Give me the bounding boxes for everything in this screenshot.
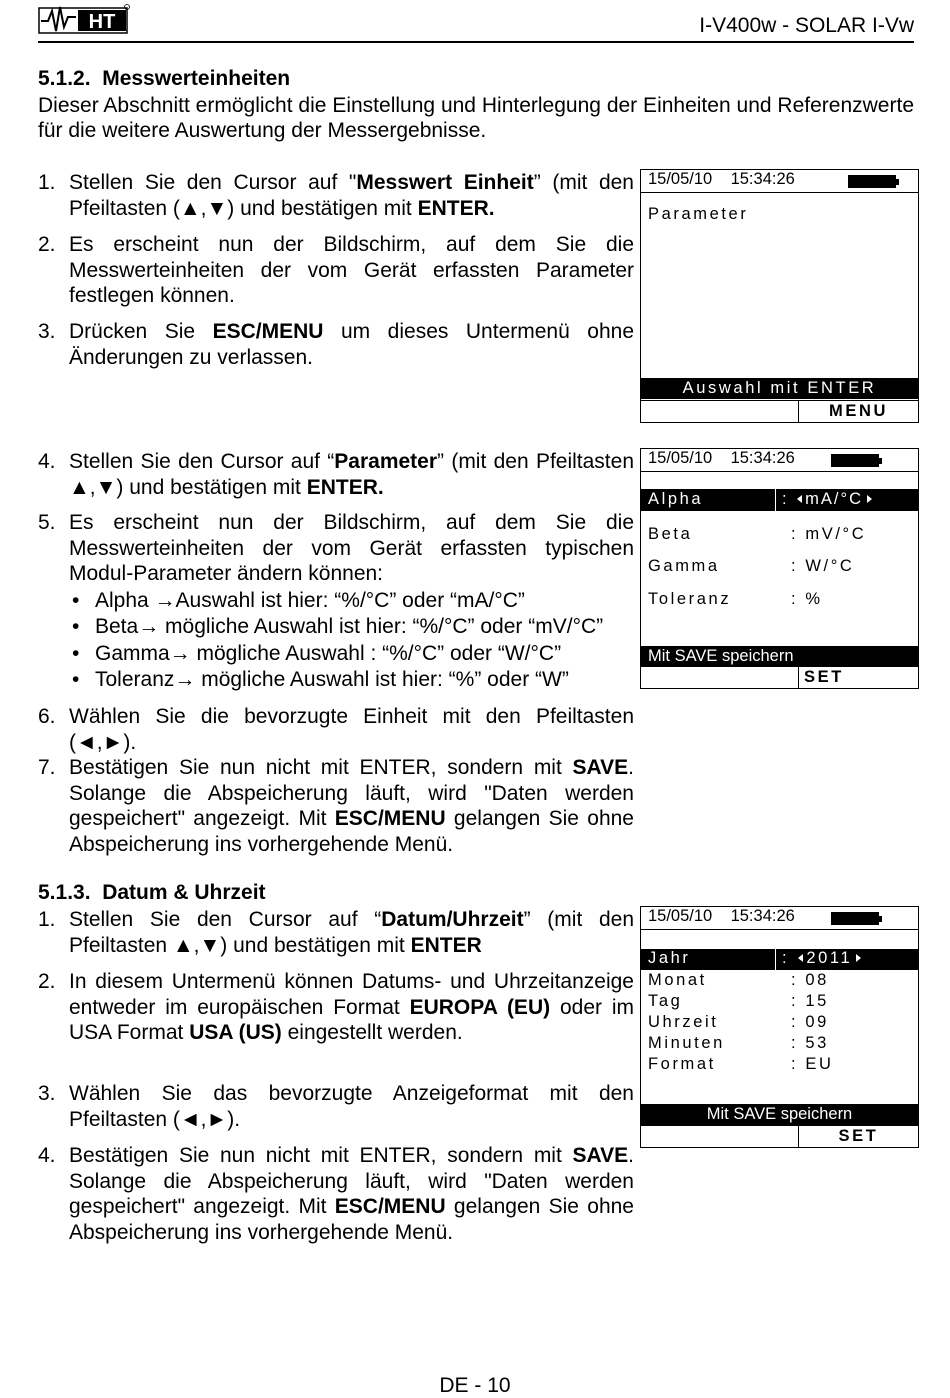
clock: 15/05/10 15:34:26 (648, 449, 795, 467)
step-6 (38, 704, 634, 755)
step-2 (38, 232, 634, 309)
unit-options-list (69, 588, 634, 694)
row-gamma[interactable]: Gamma : W/°C (648, 557, 855, 575)
set-softkey[interactable]: SET (798, 1126, 918, 1147)
header-divider (38, 41, 914, 43)
list-item: • Beta→ mögliche Auswahl ist hier: “%/°C” oder “mV/°C” (72, 615, 604, 638)
step-7 (38, 755, 634, 857)
step-text: Stellen Sie den Cursor auf “Datum/Uhrzeit” (mit den Pfeiltasten ▲,▼) und bestätigen mit ENTER (69, 908, 635, 957)
step-text: Bestätigen Sie nun nicht mit ENTER, sondern mit SAVE. Solange die Abspeicherung läuft, wird "Daten werden gespeichert" angezeigt. Mit ESC/MENU gelangen Sie ohne Abspeicherung ins vorhergehende Menü. (69, 756, 634, 856)
row-beta[interactable]: Beta : mV/°C (648, 525, 867, 543)
step-number: 1. (38, 171, 56, 194)
arrow-left-icon[interactable] (798, 954, 803, 962)
clock: 15/05/10 15:34:26 (648, 170, 795, 188)
step-text: Stellen Sie den Cursor auf “Parameter” (mit den Pfeiltasten ▲,▼) und bestätigen mit ENTER. (69, 450, 634, 499)
list-item: • Toleranz→ mögliche Auswahl ist hier: “%” oder “W” (72, 668, 569, 691)
section-title-5-1-3: 5.1.3. Datum & Uhrzeit (38, 881, 266, 904)
save-hint-bar: Mit SAVE speichern (641, 1104, 918, 1125)
arrow-left-icon[interactable] (797, 495, 802, 503)
step-text: Wählen Sie die bevorzugte Einheit mit den Pfeiltasten (◄,►). (69, 705, 634, 754)
section-title-5-1-2: 5.1.2. Messwerteinheiten (38, 67, 291, 90)
ht-logo (38, 3, 130, 35)
step-text: In diesem Untermenü können Datums- und Uhrzeitanzeige entweder im europäischen Format EUROPA (EU) oder im USA Format USA (US) eingestellt werden. (69, 970, 635, 1044)
device-screen-date-time (640, 906, 919, 1148)
page-number: DE - 10 (439, 1374, 511, 1397)
step-3 (38, 319, 634, 370)
step-number: 3. (38, 320, 56, 343)
date-step-4 (38, 1143, 634, 1245)
row-minutes[interactable]: Minuten : 53 (648, 1034, 829, 1052)
step-number: 1. (38, 908, 56, 931)
list-item: • Gamma→ mögliche Auswahl : “%/°C” oder “W/°C” (72, 641, 562, 665)
menu-item-parameter[interactable]: Parameter (648, 205, 749, 223)
date-step-2 (38, 969, 634, 1046)
select-hint-bar: Auswahl mit ENTER (641, 378, 918, 399)
step-number: 4. (38, 1144, 56, 1167)
step-text: Stellen Sie den Cursor auf "Messwert Einheit” (mit den Pfeiltasten (▲,▼) und bestätigen mit ENTER. (69, 171, 634, 220)
softkey-bar (641, 1125, 918, 1147)
date-step-1 (38, 907, 634, 958)
status-bar (641, 907, 918, 930)
step-text: Drücken Sie ESC/MENU um dieses Untermenü ohne Änderungen zu verlassen. (69, 320, 635, 369)
section-intro: Dieser Abschnitt ermöglicht die Einstellung und Hinterlegung der Einheiten und Referenzwerte für die weitere Auswertung der Messergebnisse. (38, 94, 914, 142)
step-1 (38, 170, 634, 221)
row-toleranz[interactable]: Toleranz : % (648, 590, 823, 608)
step-number: 3. (38, 1082, 56, 1105)
list-item: • Alpha →Auswahl ist hier: “%/°C” oder “mA/°C” (72, 588, 525, 612)
status-bar (641, 449, 918, 472)
step-text: Bestätigen Sie nun nicht mit ENTER, sondern mit SAVE. Solange die Abspeicherung läuft, wird "Daten werden gespeichert" angezeigt. Mit ESC/MENU gelangen Sie ohne Abspeicherung ins vorhergehende Menü. (69, 1144, 634, 1244)
menu-softkey[interactable]: MENU (798, 401, 918, 422)
step-number: 6. (38, 705, 56, 728)
clock: 15/05/10 15:34:26 (648, 907, 795, 925)
row-value: : mA/°C (782, 490, 874, 509)
battery-icon (848, 175, 896, 188)
row-label: Alpha (648, 490, 704, 508)
battery-icon (831, 454, 879, 467)
set-softkey[interactable]: SET (798, 667, 918, 688)
step-number: 5. (38, 511, 56, 534)
arrow-right-icon[interactable] (856, 954, 861, 962)
row-day[interactable]: Tag : 15 (648, 992, 829, 1010)
document-title: I-V400w - SOLAR I-Vw (699, 14, 914, 37)
step-4 (38, 449, 634, 500)
row-value: : 2011 (782, 949, 863, 968)
softkey-bar (641, 666, 918, 688)
arrow-right-icon[interactable] (867, 495, 872, 503)
selected-row-year[interactable] (641, 949, 918, 970)
device-screen-parameter-units (640, 448, 919, 689)
step-text: Es erscheint nun der Bildschirm, auf dem Sie die Messwerteinheiten der vom Gerät erfassten typischen Modul-Parameter ändern können: • Alpha →Auswahl ist hier: “%/°C” oder “mA/°C” • Beta→ mögliche Auswahl ist hier: “%/°C” oder “mV/°C” • Gamma→ mögliche Auswahl : “%/°C” oder “W/°C” • Toleranz→ mögliche Auswahl ist hier: “%” oder “W” (69, 510, 634, 694)
date-step-3 (38, 1081, 634, 1132)
battery-icon (831, 912, 879, 925)
step-text: Es erscheint nun der Bildschirm, auf dem Sie die Messwerteinheiten der vom Gerät erfassten Parameter festlegen können. (69, 233, 634, 307)
save-hint-bar: Mit SAVE speichern (641, 646, 918, 666)
selected-row-alpha[interactable] (641, 489, 918, 511)
softkey-bar (641, 400, 918, 422)
row-month[interactable]: Monat : 08 (648, 971, 829, 989)
svg-text:HT: HT (88, 11, 116, 33)
device-screen-units-menu (640, 169, 919, 423)
step-5 (38, 510, 634, 694)
step-number: 2. (38, 233, 56, 256)
row-hour[interactable]: Uhrzeit : 09 (648, 1013, 829, 1031)
step-number: 2. (38, 970, 56, 993)
row-label: Jahr (648, 949, 691, 967)
step-number: 4. (38, 450, 56, 473)
status-bar (641, 170, 918, 193)
row-format[interactable]: Format : EU (648, 1055, 834, 1073)
step-number: 7. (38, 756, 56, 779)
step-text: Wählen Sie das bevorzugte Anzeigeformat mit den Pfeiltasten (◄,►). (69, 1082, 634, 1131)
